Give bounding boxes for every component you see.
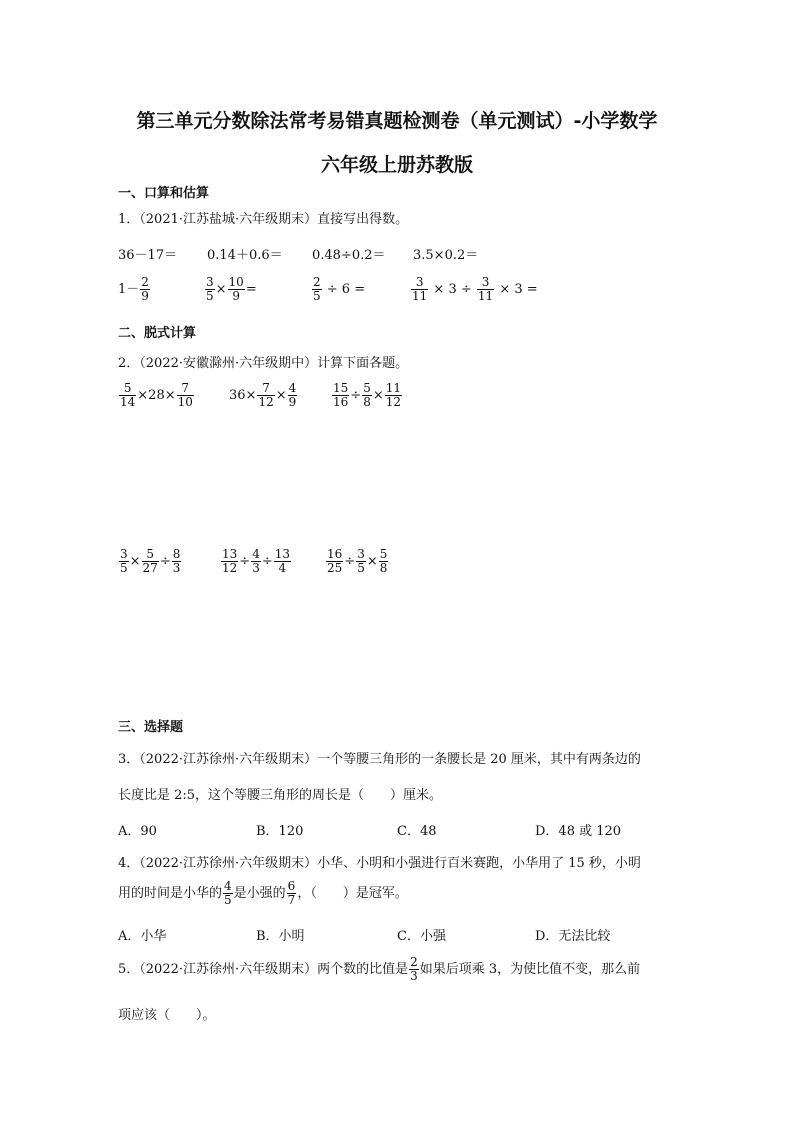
q3-option-d[interactable]: D．48 或 120: [535, 824, 622, 839]
q2-expr-4: $\frac{3}{5}$ × $\frac{5}{27}$ ÷ $\frac{8}{3}$: [120, 547, 181, 576]
q1-expr-8: $\frac{3}{11}$ × 3 ÷ $\frac{3}{11}$ × 3 =: [412, 275, 538, 304]
q1-expr-7: $\frac{2}{5}$ ÷ 6 =: [313, 275, 366, 304]
fraction: $\frac{8}{3}$: [172, 547, 181, 576]
page-title-line2: 六年级上册苏教版: [320, 154, 473, 176]
fraction: $\frac{5}{14}$: [120, 381, 136, 410]
page-title-line1: 第三单元分数除法常考易错真题检测卷（单元测试）-小学数学: [136, 110, 658, 132]
fraction: $\frac{3}{5}$: [357, 547, 365, 576]
fraction: $\frac{15}{16}$: [333, 381, 349, 410]
question-4-line1: 4．（2022·江苏徐州·六年级期末）小华、小明和小强进行百米赛跑，小华用了 15 秒，小明: [118, 856, 641, 871]
q2-expr-2: 36× $\frac{7}{12}$ × $\frac{4}{9}$: [229, 381, 297, 410]
fraction: $\frac{3}{11}$: [412, 275, 428, 304]
question-5-line2: 项应该（ ）。: [118, 1008, 216, 1023]
fraction: $\frac{16}{25}$: [327, 547, 343, 576]
q2-expr-6: $\frac{16}{25}$ ÷ $\frac{3}{5}$ × $\frac{5}{8}$: [327, 547, 388, 576]
q2-expr-3: $\frac{15}{16}$ ÷ $\frac{5}{8}$ × $\frac{11}{12}$: [333, 381, 402, 410]
fraction: $\frac{6}{7}$: [287, 879, 296, 908]
section-heading-oral: 一、口算和估算: [118, 186, 210, 201]
fraction: $\frac{2}{3}$: [410, 955, 418, 984]
question-5-line1: 5．（2022·江苏徐州·六年级期末）两个数的比值是 $\frac{2}{3}$ 如果后项乘 3，为使比值不变，那么前: [118, 955, 641, 984]
q1-expr-4: 3.5×0.2＝: [413, 248, 479, 263]
section-heading-stepwise: 二、脱式计算: [118, 326, 197, 341]
q1-expr-5: 1－ $\frac{2}{9}$: [118, 275, 149, 304]
q1-expr-2: 0.14＋0.6＝: [207, 248, 283, 263]
fraction: $\frac{2}{5}$: [313, 275, 321, 304]
question-4-line2: 用的时间是小华的 $\frac{4}{5}$ 是小强的 $\frac{6}{7}$ ，（ ）是冠军。: [118, 879, 408, 908]
fraction: $\frac{7}{12}$: [258, 381, 274, 410]
q4-option-a[interactable]: A．小华: [118, 929, 167, 944]
fraction: $\frac{3}{5}$: [206, 275, 214, 304]
fraction: $\frac{4}{5}$: [224, 879, 232, 908]
q1-expr-6: $\frac{3}{5}$ × $\frac{10}{9}$ =: [206, 275, 257, 304]
question-3-line2: 长度比是 2:5，这个等腰三角形的周长是（ ）厘米。: [118, 788, 443, 803]
q4-option-d[interactable]: D．无法比较: [535, 929, 611, 944]
fraction: $\frac{2}{9}$: [141, 275, 149, 304]
section-heading-choice: 三、选择题: [118, 720, 184, 735]
q2-expr-5: $\frac{13}{12}$ ÷ $\frac{4}{3}$ ÷ $\frac{13}{4}$: [222, 547, 291, 576]
question-2-prompt: 2．（2022·安徽滁州·六年级期中）计算下面各题。: [118, 356, 409, 371]
fraction: $\frac{13}{12}$: [222, 547, 238, 576]
question-3-line1: 3．（2022·江苏徐州·六年级期末）一个等腰三角形的一条腰长是 20 厘米，其中有两条边的: [118, 752, 641, 767]
fraction: $\frac{4}{9}$: [288, 381, 297, 410]
q3-option-b[interactable]: B．120: [256, 824, 304, 839]
fraction: $\frac{5}{8}$: [379, 547, 388, 576]
q1-expr-3: 0.48÷0.2＝: [312, 248, 386, 263]
q4-option-c[interactable]: C．小强: [397, 929, 446, 944]
q4-option-b[interactable]: B．小明: [256, 929, 305, 944]
fraction: $\frac{11}{12}$: [385, 381, 402, 410]
question-1-prompt: 1．（2021·江苏盐城·六年级期末）直接写出得数。: [118, 212, 409, 227]
fraction: $\frac{3}{11}$: [477, 275, 494, 304]
fraction: $\frac{13}{4}$: [274, 547, 291, 576]
q3-option-a[interactable]: A．90: [118, 824, 157, 839]
fraction: $\frac{7}{10}$: [177, 381, 193, 410]
fraction: $\frac{10}{9}$: [228, 275, 244, 304]
q3-option-c[interactable]: C．48: [397, 824, 437, 839]
fraction: $\frac{4}{3}$: [252, 547, 260, 576]
fraction: $\frac{5}{8}$: [363, 381, 371, 410]
fraction: $\frac{5}{27}$: [142, 547, 158, 576]
q1-expr-1: 36－17＝: [118, 248, 178, 263]
q2-expr-1: $\frac{5}{14}$ ×28× $\frac{7}{10}$: [120, 381, 193, 410]
fraction: $\frac{3}{5}$: [120, 547, 128, 576]
